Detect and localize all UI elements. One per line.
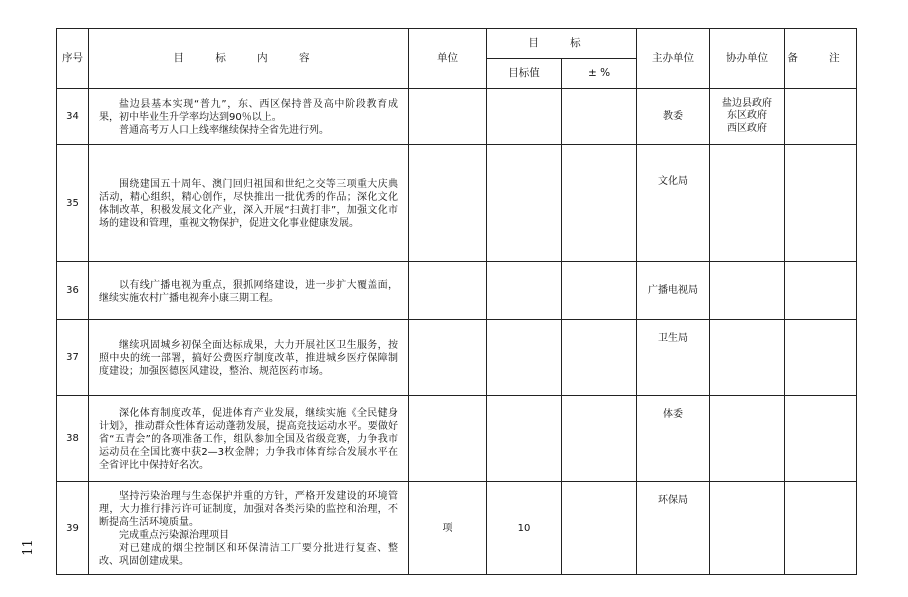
content-paragraph: 坚持污染治理与生态保护并重的方针，严格开发建设的环境管理，大力推行排污许可证制度，加强对各类污染的监控和治理，不断提高生活环境质量。 xyxy=(99,491,398,528)
header-assist: 协办单位 xyxy=(710,29,785,89)
row-target-value xyxy=(487,262,562,320)
row-target-value xyxy=(487,320,562,396)
content-paragraph: 围绕建国五十周年、澳门回归祖国和世纪之交等三项重大庆典活动，精心组织，精心创作，尽快推出一批优秀的作品；深化文化体制改革，积极发展文化产业，深入开展“扫黄打非”，加强文化市场的建设和管理，重视文物保护，促进文化事业健康发展。 xyxy=(99,179,398,229)
row-number: 34 xyxy=(57,89,89,145)
row-remark xyxy=(785,262,857,320)
row-remark xyxy=(785,145,857,262)
header-lead: 主办单位 xyxy=(637,29,710,89)
row-plusminus xyxy=(562,482,637,575)
page-number: 11 xyxy=(20,539,36,556)
assist-unit: 盐边县政府 xyxy=(722,97,772,109)
header-remark: 备 注 xyxy=(785,29,857,89)
row-unit xyxy=(409,262,487,320)
row-assist xyxy=(710,145,785,262)
content-paragraph: 完成重点污染源治理项目 xyxy=(119,530,229,541)
row-unit xyxy=(409,145,487,262)
row-content xyxy=(89,145,409,262)
row-lead: 广播电视局 xyxy=(637,262,710,320)
row-content xyxy=(89,482,409,575)
row-unit xyxy=(409,89,487,145)
row-remark xyxy=(785,320,857,396)
row-lead: 教委 xyxy=(637,89,710,145)
header-plusminus: ± % xyxy=(562,59,637,89)
row-lead: 体委 xyxy=(637,396,710,482)
row-target-value xyxy=(487,145,562,262)
content-paragraph: 继续巩固城乡初保全面达标成果，大力开展社区卫生服务，按照中央的统一部署，搞好公费医疗制度改革，推进城乡医疗保障制度建设；加强医德医风建设，整治、规范医药市场。 xyxy=(99,340,398,377)
content-paragraph: 深化体育制度改革，促进体育产业发展，继续实施《全民健身计划》，推动群众性体育运动蓬勃发展，提高竞技运动水平。要做好省“五青会”的各项准备工作，组队参加全国及省级竞赛，力争我市运动员在全国比赛中获2—3枚金牌；力争我市体育综合发展水平在全省评比中保持好名次。 xyxy=(99,408,398,471)
row-assist xyxy=(710,262,785,320)
table-row xyxy=(57,320,857,396)
row-number: 35 xyxy=(57,145,89,262)
content-paragraph: 普通高考万人口上线率继续保持全省先进行列。 xyxy=(119,125,329,136)
table-row xyxy=(57,396,857,482)
row-assist xyxy=(710,482,785,575)
row-content xyxy=(89,320,409,396)
row-plusminus xyxy=(562,145,637,262)
content-paragraph: 盐边县基本实现“普九”，东、西区保持普及高中阶段教育成果，初中毕业生升学率均达到90％以上。 xyxy=(99,99,398,123)
row-plusminus xyxy=(562,262,637,320)
header-unit: 单位 xyxy=(409,29,487,89)
row-remark xyxy=(785,482,857,575)
row-unit xyxy=(409,396,487,482)
row-number: 39 xyxy=(57,482,89,575)
row-number: 37 xyxy=(57,320,89,396)
goals-table xyxy=(56,28,857,575)
table-row xyxy=(57,482,857,575)
row-plusminus xyxy=(562,320,637,396)
row-target-value xyxy=(487,396,562,482)
header-content: 目 标 内 容 xyxy=(89,29,409,89)
content-paragraph: 以有线广播电视为重点，狠抓网络建设，进一步扩大覆盖面，继续实施农村广播电视奔小康三期工程。 xyxy=(99,279,398,304)
table-row xyxy=(57,145,857,262)
header-target: 目 标 xyxy=(487,29,637,59)
row-assist xyxy=(710,320,785,396)
header-seq: 序号 xyxy=(57,29,89,89)
row-remark xyxy=(785,396,857,482)
row-target-value: 10 xyxy=(487,482,562,575)
table-row xyxy=(57,262,857,320)
row-plusminus xyxy=(562,89,637,145)
content-paragraph: 对已建成的烟尘控制区和环保清洁工厂要分批进行复查、整改、巩固创建成果。 xyxy=(99,543,398,567)
row-remark xyxy=(785,89,857,145)
row-target-value xyxy=(487,89,562,145)
assist-unit: 西区政府 xyxy=(727,122,767,134)
header-target-value: 目标值 xyxy=(487,59,562,89)
row-lead: 环保局 xyxy=(637,482,710,575)
row-lead: 卫生局 xyxy=(637,320,710,396)
row-number: 36 xyxy=(57,262,89,320)
row-plusminus xyxy=(562,396,637,482)
goals-table-sheet xyxy=(56,28,856,565)
row-assist xyxy=(710,396,785,482)
row-content xyxy=(89,89,409,145)
row-content xyxy=(89,396,409,482)
assist-unit: 东区政府 xyxy=(727,110,767,122)
row-number: 38 xyxy=(57,396,89,482)
row-assist xyxy=(710,89,785,145)
row-unit: 项 xyxy=(409,482,487,575)
row-content xyxy=(89,262,409,320)
row-lead: 文化局 xyxy=(637,145,710,262)
table-row xyxy=(57,89,857,145)
row-unit xyxy=(409,320,487,396)
